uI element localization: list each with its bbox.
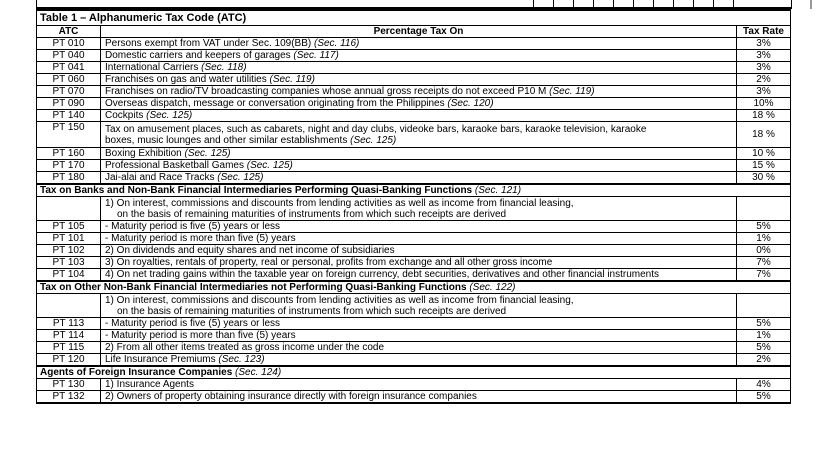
table-row — [37, 38, 791, 50]
section-reference: (Sec. 125) — [184, 148, 231, 159]
table-row — [37, 342, 791, 354]
atc-code: PT 114 — [37, 330, 101, 342]
tax-rate: 1% — [737, 330, 791, 342]
intro-line-1: 1) On interest, commissions and discounts from lending activities as well as income from financial leasing, — [105, 197, 574, 209]
atc-code: PT 040 — [37, 50, 101, 62]
column-header-percentage-tax-on: Percentage Tax On — [101, 26, 737, 38]
tax-rate: 10 % — [737, 148, 791, 160]
description-cell — [101, 148, 737, 160]
section-reference: (Sec. 123) — [218, 354, 265, 365]
description-cell: 2) On dividends and equity shares and net income of subsidiaries — [101, 245, 737, 257]
table-row — [37, 74, 791, 86]
section-reference: (Sec. 125) — [217, 172, 264, 183]
atc-code: PT 102 — [37, 245, 101, 257]
description-text: International Carriers — [105, 62, 202, 73]
intro-row — [37, 197, 791, 221]
tax-rate: 4% — [737, 379, 791, 391]
atc-code: PT 041 — [37, 62, 101, 74]
atc-code: PT 160 — [37, 148, 101, 160]
description-cell: 4) On net trading gains within the taxable year on foreign currency, debt securities, derivatives and other financial instruments — [101, 269, 737, 282]
table-row — [37, 221, 791, 233]
table-row — [37, 148, 791, 160]
section-reference: (Sec. 119) — [549, 86, 595, 97]
table-row — [37, 110, 791, 122]
description-cell — [101, 98, 737, 110]
atc-code: PT 104 — [37, 269, 101, 282]
atc-code: PT 060 — [37, 74, 101, 86]
tax-rate: 5% — [737, 342, 791, 354]
section-title-text: Tax on Other Non-Bank Financial Intermediaries not Performing Quasi-Banking Functions — [40, 282, 470, 293]
description-line-1: Tax on amusement places, such as cabarets, night and day clubs, videoke bars, karaoke bars, karaoke television, karaoke — [105, 123, 647, 135]
description-cell: 2) From all other items treated as gross income under the code — [101, 342, 737, 354]
tax-rate: 2% — [737, 74, 791, 86]
table-title: Table 1 – Alphanumeric Tax Code (ATC) — [37, 10, 791, 26]
atc-code: PT 113 — [37, 318, 101, 330]
tax-rate: 15 % — [737, 160, 791, 172]
section-header-row — [37, 366, 791, 379]
description-cell: - Maturity period is more than five (5) years — [101, 233, 737, 245]
atc-code: PT 132 — [37, 391, 101, 404]
section-reference: (Sec. 118) — [201, 62, 247, 73]
tax-rate: 10% — [737, 98, 791, 110]
section-reference: (Sec. 121) — [474, 185, 522, 196]
page-edge — [810, 0, 812, 9]
tax-rate: 1% — [737, 233, 791, 245]
tax-rate: 18 % — [737, 110, 791, 122]
intro-line-2: on the basis of remaining maturities of instruments from which such receipts are derived — [117, 305, 507, 317]
section-reference: (Sec. 125) — [350, 134, 397, 146]
rate-blank — [737, 294, 791, 318]
tax-rate: 3% — [737, 62, 791, 74]
tax-rate: 3% — [737, 86, 791, 98]
description-text: Jai-alai and Race Tracks — [105, 172, 218, 183]
atc-code: PT 010 — [37, 38, 101, 50]
tax-rate: 2% — [737, 354, 791, 367]
column-header-tax-rate: Tax Rate — [737, 26, 791, 38]
table-row — [37, 354, 791, 367]
table-row — [37, 245, 791, 257]
table-row — [37, 233, 791, 245]
description-cell — [101, 50, 737, 62]
intro-line-2: on the basis of remaining maturities of instruments from which such receipts are derived — [117, 208, 507, 220]
section-header-row — [37, 184, 791, 197]
tax-rate: 30 % — [737, 172, 791, 185]
atc-code: PT 130 — [37, 379, 101, 391]
description-cell — [101, 354, 737, 367]
section-title-text: Tax on Banks and Non-Bank Financial Intermediaries Performing Quasi-Banking Functions — [40, 185, 475, 196]
section-header — [37, 184, 791, 197]
atc-code: PT 103 — [37, 257, 101, 269]
table-row — [37, 391, 791, 404]
table-row — [37, 86, 791, 98]
section-header — [37, 281, 791, 294]
description-cell — [101, 86, 737, 98]
description-cell — [101, 62, 737, 74]
intro-cell — [101, 294, 737, 318]
description-text: Overseas dispatch, message or conversation originating from the Philippines — [105, 98, 448, 109]
description-cell — [101, 160, 737, 172]
atc-blank — [37, 294, 101, 318]
atc-code: PT 170 — [37, 160, 101, 172]
header-row — [37, 26, 791, 38]
tax-rate: 5% — [737, 391, 791, 404]
description-cell: - Maturity period is five (5) years or less — [101, 318, 737, 330]
tax-rate: 0% — [737, 245, 791, 257]
description-text: Persons exempt from VAT under Sec. 109(BB) — [105, 38, 314, 49]
intro-cell — [101, 197, 737, 221]
atc-code: PT 101 — [37, 233, 101, 245]
column-header-atc: ATC — [37, 26, 101, 38]
description-cell — [101, 172, 737, 185]
atc-blank — [37, 197, 101, 221]
section-reference: (Sec. 125) — [246, 160, 293, 171]
previous-table-edge — [36, 0, 792, 9]
description-line-2 — [105, 135, 733, 146]
atc-code: PT 070 — [37, 86, 101, 98]
section-title-text: Agents of Foreign Insurance Companies — [40, 367, 236, 378]
table-row — [37, 172, 791, 185]
atc-code: PT 115 — [37, 342, 101, 354]
description-text: boxes, music lounges and other similar establishments — [105, 134, 351, 146]
tax-rate: 3% — [737, 50, 791, 62]
table-row — [37, 379, 791, 391]
description-cell — [101, 110, 737, 122]
tax-rate: 5% — [737, 221, 791, 233]
description-text: Life Insurance Premiums — [105, 354, 219, 365]
intro-line-1: 1) On interest, commissions and discounts from lending activities as well as income from financial leasing, — [105, 294, 574, 306]
description-cell — [101, 38, 737, 50]
atc-code: PT 090 — [37, 98, 101, 110]
description-text: Franchises on radio/TV broadcasting companies whose annual gross receipts do not exceed P10 M — [105, 86, 550, 97]
description-cell — [101, 74, 737, 86]
table-row — [37, 269, 791, 282]
section-reference: (Sec. 120) — [447, 98, 494, 109]
atc-code: PT 140 — [37, 110, 101, 122]
atc-table — [36, 9, 791, 404]
tax-rate: 3% — [737, 38, 791, 50]
section-reference: (Sec. 122) — [469, 282, 516, 293]
description-text: Franchises on gas and water utilities — [105, 74, 270, 85]
table-row — [37, 98, 791, 110]
rate-blank — [737, 197, 791, 221]
tax-rate: 18 % — [737, 122, 791, 148]
section-header — [37, 366, 791, 379]
table-row — [37, 122, 791, 148]
description-text: Boxing Exhibition — [105, 148, 185, 159]
section-reference: (Sec. 119) — [269, 74, 315, 85]
description-cell: - Maturity period is more than five (5) years — [101, 330, 737, 342]
description-cell: 1) Insurance Agents — [101, 379, 737, 391]
description-text: Professional Basketball Games — [105, 160, 247, 171]
description-cell: - Maturity period is five (5) years or less — [101, 221, 737, 233]
section-reference: (Sec. 116) — [313, 38, 360, 49]
section-reference: (Sec. 124) — [235, 367, 282, 378]
description-cell: 3) On royalties, rentals of property, real or personal, profits from exchange and all other gross income — [101, 257, 737, 269]
table-row — [37, 330, 791, 342]
table-row — [37, 257, 791, 269]
atc-code: PT 105 — [37, 221, 101, 233]
description-text: Cockpits — [105, 110, 147, 121]
atc-code: PT 150 — [37, 122, 101, 148]
description-cell: 2) Owners of property obtaining insurance directly with foreign insurance companies — [101, 391, 737, 404]
description-cell — [101, 122, 737, 148]
table-row — [37, 50, 791, 62]
tax-rate: 7% — [737, 269, 791, 282]
table-row — [37, 160, 791, 172]
section-reference: (Sec. 125) — [146, 110, 193, 121]
table-row — [37, 62, 791, 74]
section-header-row — [37, 281, 791, 294]
table-row — [37, 318, 791, 330]
atc-code: PT 180 — [37, 172, 101, 185]
atc-code: PT 120 — [37, 354, 101, 367]
intro-row — [37, 294, 791, 318]
section-reference: (Sec. 117) — [293, 50, 339, 61]
tax-rate: 7% — [737, 257, 791, 269]
tax-rate: 5% — [737, 318, 791, 330]
table-title-row — [37, 10, 791, 26]
description-text: Domestic carriers and keepers of garages — [105, 50, 294, 61]
